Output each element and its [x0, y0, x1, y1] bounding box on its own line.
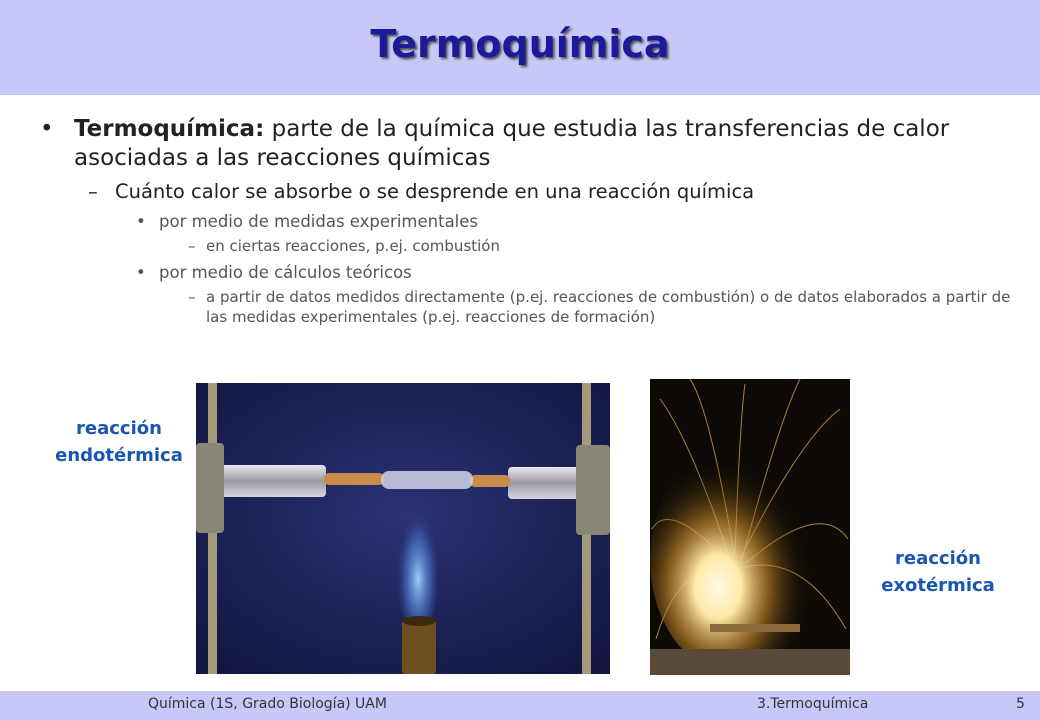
- bullet-dot: •: [136, 212, 146, 231]
- bullet-text: a partir de datos medidos directamente (p.ej. reacciones de combustión) o de datos elaborados a partir de las medidas experimentales (p.ej. reacciones de formación): [206, 288, 1011, 326]
- term-bold: Termoquímica:: [74, 116, 265, 142]
- slide-title: Termoquímica: [370, 22, 670, 66]
- label-line: reacción: [895, 548, 981, 569]
- footer-bar: [0, 691, 1040, 720]
- bullet-level2: [40, 179, 1020, 205]
- endothermic-label: [44, 415, 194, 469]
- bullet-dot: •: [136, 263, 146, 282]
- bullet-dash: –: [188, 288, 196, 306]
- footer-chapter: 3.Termoquímica: [757, 696, 869, 712]
- footer-page-number: 5: [1016, 696, 1025, 712]
- slide-content: [40, 115, 1020, 327]
- exothermic-label: [858, 545, 1018, 599]
- endothermic-reaction-photo: [196, 383, 610, 674]
- bullet-text: Cuánto calor se absorbe o se desprende en una reacción química: [115, 180, 755, 203]
- bullet-level1: [40, 115, 1020, 173]
- endothermic-photo-drawing: [196, 383, 610, 674]
- bullet-dash: –: [188, 237, 196, 255]
- bullet-level3: [40, 262, 1020, 284]
- bullet-level3: [40, 211, 1020, 233]
- exothermic-photo-drawing: [650, 379, 850, 675]
- bullet-text: por medio de cálculos teóricos: [159, 263, 412, 282]
- exothermic-reaction-photo: [650, 379, 850, 675]
- bullet-dot: •: [40, 116, 54, 142]
- bullet-text: por medio de medidas experimentales: [159, 212, 479, 231]
- term-definition: parte de la química que estudia las transferencias de calor asociadas a las reacciones químicas: [74, 116, 950, 171]
- label-line: reacción: [76, 418, 162, 439]
- label-line: exotérmica: [881, 575, 995, 596]
- bullet-text: en ciertas reacciones, p.ej. combustión: [206, 237, 500, 255]
- footer-course: Química (1S, Grado Biología) UAM: [148, 696, 387, 712]
- bullet-level4: [40, 236, 1020, 256]
- label-line: endotérmica: [55, 445, 183, 466]
- bullet-level4: [40, 287, 1020, 327]
- bullet-dash: –: [88, 180, 98, 203]
